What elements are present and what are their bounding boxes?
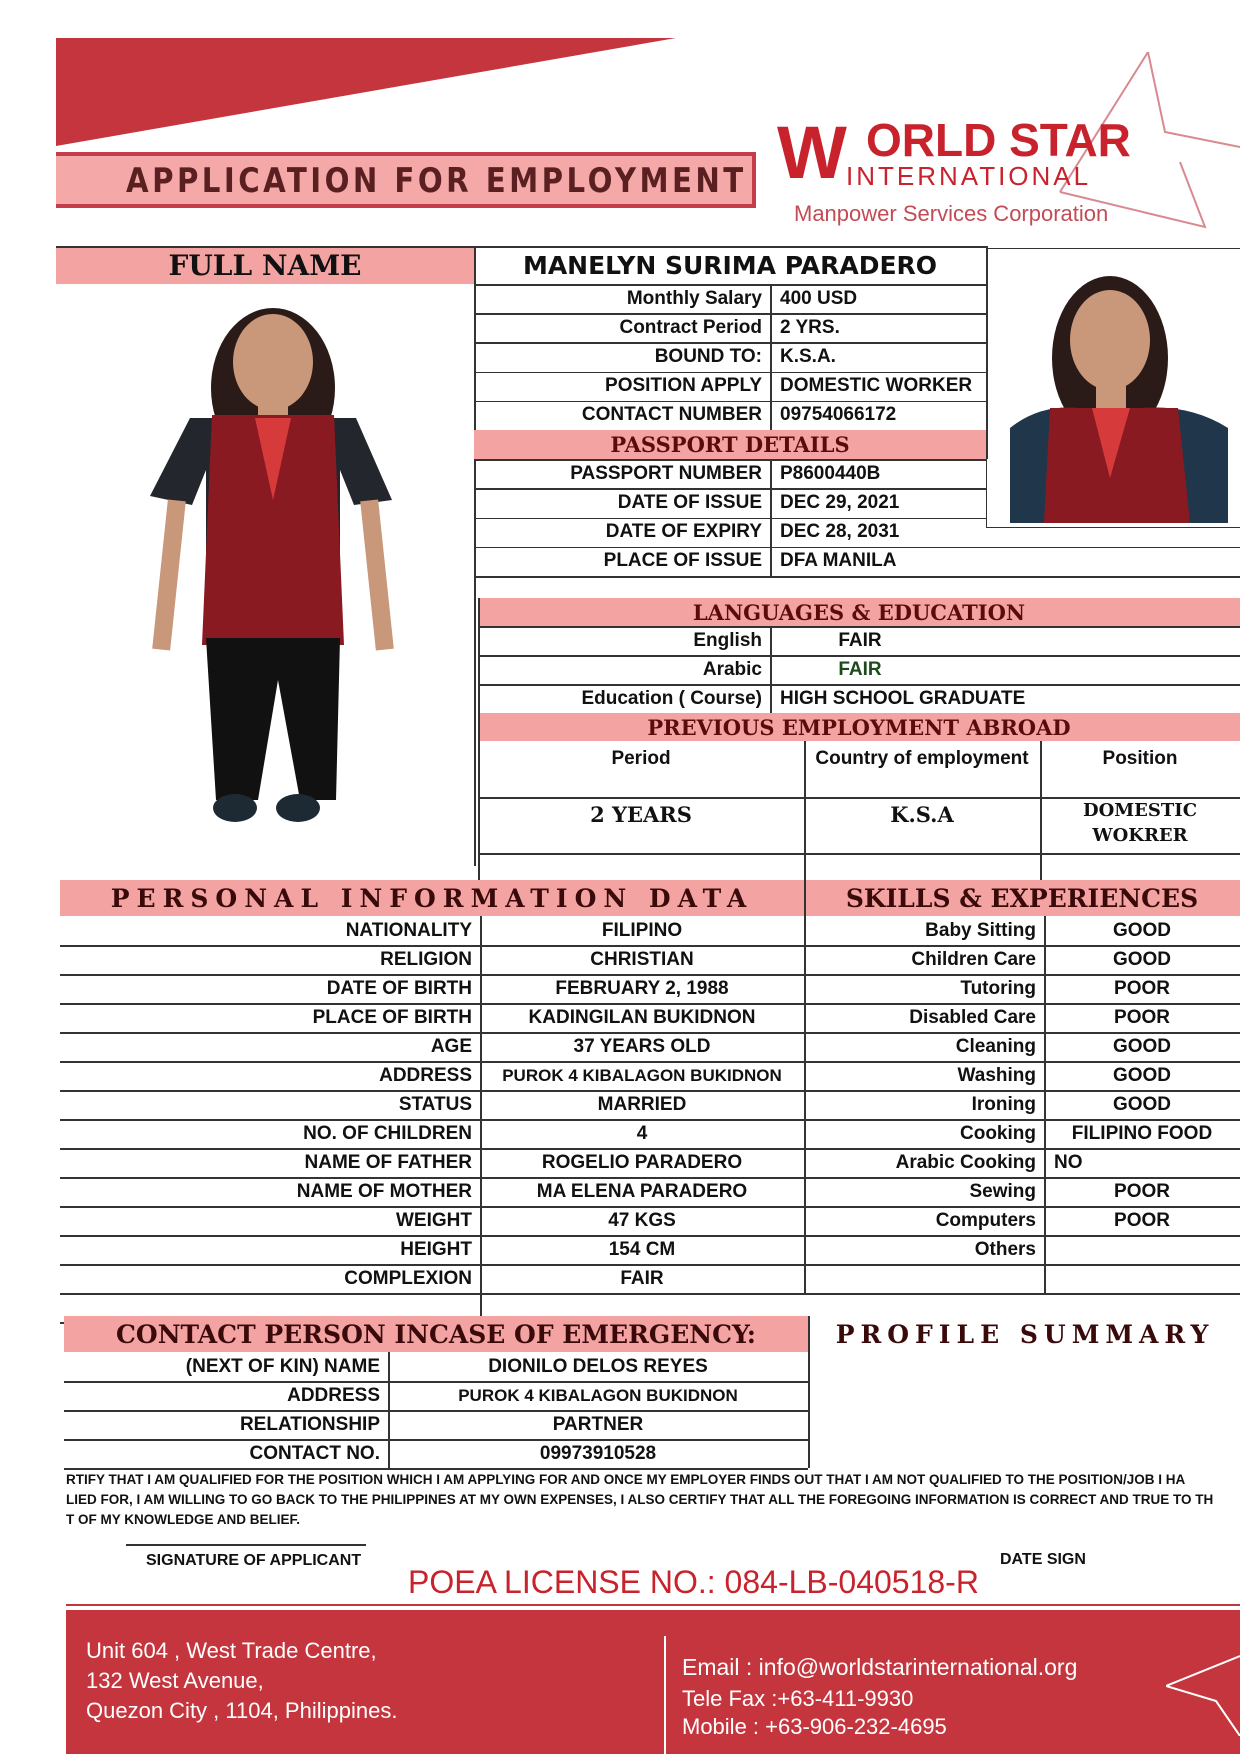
row-divider	[474, 576, 1240, 578]
previous-employment-value: DOMESTIC WOKRER	[1082, 800, 1198, 846]
personal-field-label: PLACE OF BIRTH	[312, 1006, 472, 1028]
personal-field-value: 37 YEARS OLD	[573, 1035, 711, 1057]
personal-field-value: 4	[636, 1122, 648, 1144]
skill-rating: POOR	[1114, 1006, 1170, 1028]
logo-international: INTERNATIONAL	[846, 161, 1092, 191]
personal-field-value: MA ELENA PARADERO	[536, 1180, 748, 1202]
emergency-field-label: RELATIONSHIP	[239, 1413, 380, 1435]
skill-label: Arabic Cooking	[895, 1151, 1036, 1173]
column-divider	[804, 741, 806, 881]
certification-line: RTIFY THAT I AM QUALIFIED FOR THE POSITION WHICH I AM APPLYING FOR AND ONCE MY EMPLOYER FINDS OUT THAT I AM NOT QUALIFIED TO THE POSITION/JOB I HA	[66, 1472, 1186, 1487]
previous-employment-value: 2 YEARS	[590, 801, 692, 827]
previous-employment-value: K.S.A	[890, 801, 954, 827]
emergency-field-value: PUROK 4 KIBALAGON BUKIDNON	[458, 1385, 738, 1405]
skill-rating: POOR	[1114, 1209, 1170, 1231]
full-name-label: FULL NAME	[56, 246, 474, 284]
certification-line: T OF MY KNOWLEDGE AND BELIEF.	[66, 1512, 301, 1527]
passport-field-value: DEC 28, 2031	[780, 521, 900, 543]
page-title: APPLICATION FOR EMPLOYMENT	[126, 161, 747, 201]
previous-employment-title: PREVIOUS EMPLOYMENT ABROAD	[478, 713, 1240, 741]
emergency-field-value: DIONILO DELOS REYES	[488, 1355, 708, 1377]
column-divider	[1040, 741, 1042, 881]
personal-field-label: ADDRESS	[379, 1064, 472, 1086]
personal-field-label: HEIGHT	[400, 1238, 472, 1260]
date-sign-label: DATE SIGN	[1000, 1551, 1086, 1568]
skill-rating	[1044, 1235, 1240, 1264]
passport-details-title: PASSPORT DETAILS	[474, 430, 986, 459]
personal-field-value: ROGELIO PARADERO	[541, 1151, 743, 1173]
column-divider	[770, 284, 772, 430]
profile-summary-title: PROFILE SUMMARY	[835, 1319, 1215, 1349]
language-label: English	[693, 629, 762, 651]
skill-label: Washing	[957, 1064, 1036, 1086]
personal-field-value: CHRISTIAN	[590, 948, 694, 970]
skills-experiences-title: SKILLS & EXPERIENCES	[804, 880, 1240, 916]
job-field-label: BOUND TO:	[654, 345, 762, 367]
skill-rating: NO	[1054, 1151, 1083, 1173]
skill-label: Computers	[935, 1209, 1036, 1231]
passport-field-label: PLACE OF ISSUE	[603, 550, 762, 572]
language-label: Arabic	[702, 658, 762, 680]
personal-field-label: STATUS	[398, 1093, 472, 1115]
footer-telefax: Tele Fax :+63-411-9930	[682, 1686, 914, 1711]
column-divider	[388, 1352, 390, 1468]
job-field-value: K.S.A.	[780, 345, 836, 367]
personal-field-value: FILIPINO	[601, 919, 683, 941]
footer-mobile: Mobile : +63-906-232-4695	[682, 1714, 947, 1739]
skill-label: Sewing	[969, 1180, 1036, 1202]
previous-employment-header: Period	[611, 748, 671, 769]
footer-address-line: Unit 604 , West Trade Centre,	[86, 1638, 377, 1663]
skill-label: Tutoring	[960, 977, 1036, 999]
skill-rating: GOOD	[1112, 919, 1172, 941]
poea-license: POEA LICENSE NO.: 084-LB-040518-R	[408, 1564, 979, 1600]
personal-field-value: 154 CM	[608, 1238, 676, 1260]
applicant-full-body-photo	[130, 300, 420, 830]
skill-label: Others	[974, 1238, 1036, 1260]
job-field-label: CONTACT NUMBER	[581, 404, 762, 426]
applicant-headshot-photo	[1000, 268, 1240, 523]
row-divider	[804, 1264, 1240, 1266]
emergency-contact-title: CONTACT PERSON INCASE OF EMERGENCY:	[64, 1316, 808, 1352]
row-divider	[60, 1293, 804, 1295]
footer-address-line: 132 West Avenue,	[86, 1668, 264, 1693]
header-banner-graphic	[56, 38, 676, 146]
column-divider	[478, 598, 480, 881]
row-divider	[478, 853, 1240, 855]
language-value: FAIR	[838, 658, 882, 680]
passport-field-value: DFA MANILA	[780, 550, 897, 572]
certification-text	[66, 1470, 1240, 1530]
personal-field-value: MARRIED	[597, 1093, 687, 1115]
personal-field-value: FAIR	[620, 1267, 664, 1289]
personal-field-label: DATE OF BIRTH	[326, 977, 472, 999]
column-divider	[480, 916, 482, 1322]
personal-field-label: NO. OF CHILDREN	[303, 1122, 472, 1144]
emergency-field-value: 09973910528	[539, 1442, 657, 1464]
applicant-name: MANELYN SURIMA PARADERO	[522, 250, 938, 280]
column-divider	[804, 880, 806, 1293]
skill-rating: GOOD	[1112, 948, 1172, 970]
emergency-field-value: PARTNER	[552, 1413, 644, 1435]
footer-mobile-clip	[682, 1712, 982, 1754]
previous-employment-header: Position	[1102, 748, 1178, 769]
column-divider	[1044, 916, 1046, 1293]
passport-field-value: DEC 29, 2021	[780, 491, 900, 513]
logo-tagline: Manpower Services Corporation	[794, 201, 1109, 226]
skill-label: Cooking	[960, 1122, 1036, 1144]
language-value: FAIR	[838, 629, 882, 651]
personal-field-label: NAME OF FATHER	[304, 1151, 472, 1173]
footer-star-icon	[1166, 1646, 1240, 1736]
job-field-label: Contract Period	[619, 316, 762, 338]
personal-field-value: FEBRUARY 2, 1988	[555, 977, 729, 999]
column-divider	[770, 626, 772, 713]
footer-email[interactable]: Email : info@worldstarinternational.org	[682, 1654, 1078, 1680]
personal-field-label: RELIGION	[380, 948, 472, 970]
skill-label: Cleaning	[955, 1035, 1036, 1057]
personal-field-value: KADINGILAN BUKIDNON	[528, 1006, 756, 1028]
column-divider	[770, 459, 772, 576]
skill-rating: FILIPINO FOOD	[1071, 1122, 1213, 1144]
passport-field-label: DATE OF ISSUE	[617, 491, 762, 513]
language-label: Education ( Course)	[581, 687, 762, 709]
job-field-label: Monthly Salary	[626, 287, 762, 309]
logo-name: ORLD STAR	[866, 114, 1131, 166]
skill-rating: GOOD	[1112, 1064, 1172, 1086]
row-divider	[804, 1293, 1240, 1295]
personal-info-title: PERSONAL INFORMATION DATA	[60, 880, 804, 916]
personal-field-label: NAME OF MOTHER	[296, 1180, 472, 1202]
job-field-value: 09754066172	[780, 404, 897, 426]
skill-rating: GOOD	[1112, 1035, 1172, 1057]
personal-field-label: NATIONALITY	[345, 919, 472, 941]
skill-label: Baby Sitting	[925, 919, 1036, 941]
skill-label: Ironing	[971, 1093, 1036, 1115]
job-field-label: POSITION APPLY	[605, 375, 762, 397]
job-field-value: 400 USD	[780, 287, 858, 309]
personal-field-label: WEIGHT	[396, 1209, 472, 1231]
languages-education-title: LANGUAGES & EDUCATION	[478, 598, 1240, 626]
personal-field-value: PUROK 4 KIBALAGON BUKIDNON	[502, 1065, 782, 1085]
language-value: HIGH SCHOOL GRADUATE	[780, 687, 1026, 709]
emergency-field-label: CONTACT NO.	[249, 1442, 380, 1464]
passport-field-label: DATE OF EXPIRY	[605, 521, 762, 543]
passport-field-label: PASSPORT NUMBER	[570, 462, 762, 484]
skill-rating: POOR	[1114, 1180, 1170, 1202]
emergency-field-label: ADDRESS	[287, 1384, 380, 1406]
personal-field-label: AGE	[430, 1035, 472, 1057]
skill-rating: GOOD	[1112, 1093, 1172, 1115]
emergency-field-label: (NEXT OF KIN) NAME	[185, 1355, 380, 1377]
personal-field-label: COMPLEXION	[344, 1267, 472, 1289]
signature-label: SIGNATURE OF APPLICANT	[146, 1552, 362, 1569]
certification-line: LIED FOR, I AM WILLING TO GO BACK TO THE PHILIPPINES AT MY OWN EXPENSES, I ALSO CERTIFY THAT ALL THE FOREGOING INFORMATION IS CORRECT AND TRUE TO TH	[66, 1492, 1214, 1507]
previous-employment-header: Country of employment	[815, 748, 1029, 769]
personal-field-value: 47 KGS	[608, 1209, 676, 1231]
logo-w: W	[777, 111, 847, 194]
job-field-value: DOMESTIC WORKER	[780, 375, 973, 397]
footer-address-line: Quezon City , 1104, Philippines.	[86, 1698, 398, 1723]
skill-label: Children Care	[911, 948, 1036, 970]
skill-rating: POOR	[1114, 977, 1170, 999]
skill-label: Disabled Care	[909, 1006, 1036, 1028]
job-field-value: 2 YRS.	[780, 316, 840, 338]
passport-field-value: P8600440B	[780, 462, 881, 484]
footer-address	[86, 1636, 397, 1726]
